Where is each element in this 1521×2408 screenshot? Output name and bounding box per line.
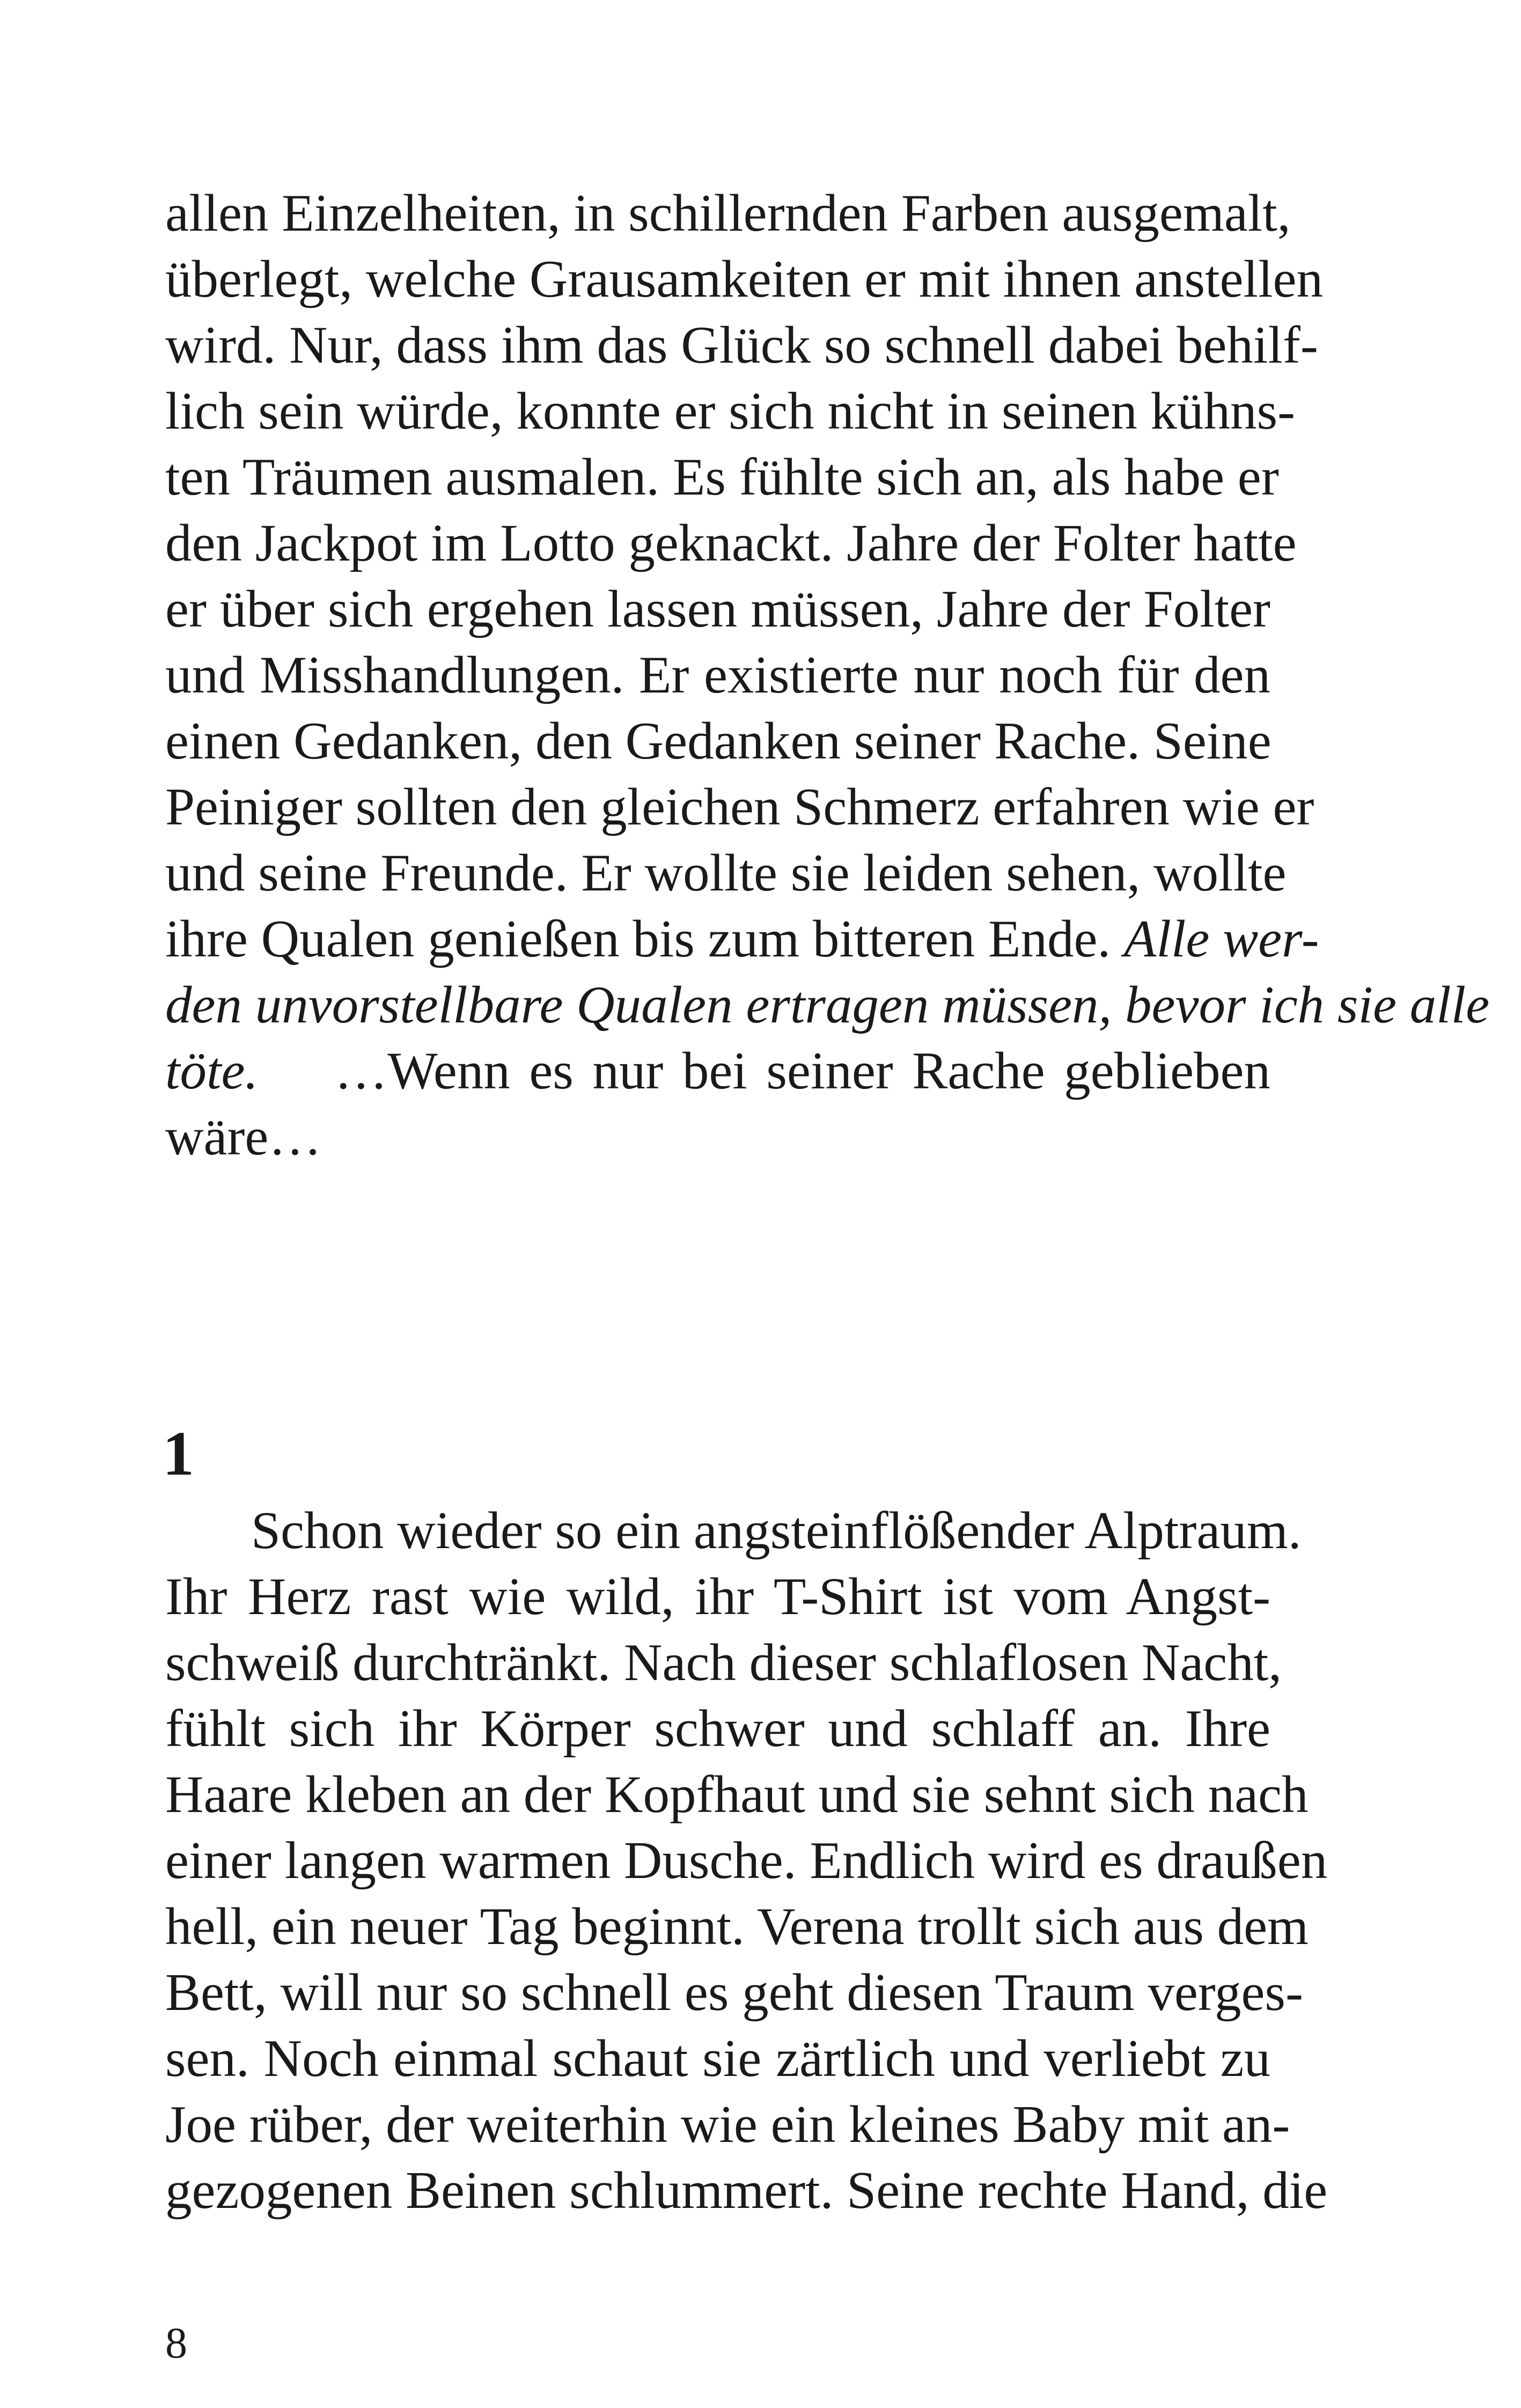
text-line: einer langen warmen Dusche. Endlich wird es draußen (165, 1831, 1328, 1890)
italic-line: den unvorstellbare Qualen ertragen müssen, bevor ich sie alle (165, 976, 1490, 1034)
text-line: Haare kleben an der Kopfhaut und sie sehnt sich nach (165, 1765, 1309, 1824)
text-line: allen Einzelheiten, in schillernden Farben ausgemalt, (165, 184, 1291, 242)
text-line: Bett, will nur so schnell es geht diesen Traum verges- (165, 1963, 1303, 2022)
text-line: Joe rüber, der weiterhin wie ein kleines Baby mit an- (165, 2095, 1290, 2154)
text-line: fühlt sich ihr Körper schwer und schlaff an. Ihre (165, 1699, 1270, 1758)
text-line: und seine Freunde. Er wollte sie leiden sehen, wollte (165, 844, 1287, 902)
chapter-paragraph (165, 1498, 1328, 2223)
text-line: ten Träumen ausmalen. Es fühlte sich an, als habe er (165, 448, 1279, 506)
text-line (165, 1038, 1270, 1104)
chapter-number: 1 (163, 1418, 194, 1489)
text-segment: …Wenn es nur bei seiner Rache geblieben (334, 1042, 1270, 1100)
text-line: gezogenen Beinen schlummert. Seine rechte Hand, die (165, 2161, 1328, 2220)
text-line: wäre… (165, 1108, 322, 1166)
text-line: er über sich ergehen lassen müssen, Jahre der Folter (165, 580, 1270, 638)
text-line: und Misshandlungen. Er existierte nur noch für den (165, 646, 1270, 704)
text-line: Ihr Herz rast wie wild, ihr T-Shirt ist vom Angst- (165, 1567, 1270, 1626)
text-line: überlegt, welche Grausamkeiten er mit ihnen anstellen (165, 250, 1323, 308)
text-line (165, 906, 1319, 972)
text-line: den Jackpot im Lotto geknackt. Jahre der Folter hatte (165, 514, 1297, 572)
text-line: Schon wieder so ein angsteinflößender Alptraum. (251, 1501, 1302, 1560)
text-segment: ihre Qualen genießen bis zum bitteren Ende. (165, 910, 1111, 968)
intro-paragraph (165, 180, 1490, 1170)
text-line: Peiniger sollten den gleichen Schmerz erfahren wie er (165, 778, 1314, 836)
page-number: 8 (165, 2318, 187, 2367)
italic-segment: Alle wer- (1123, 910, 1319, 968)
text-line: schweiß durchtränkt. Nach dieser schlaflosen Nacht, (165, 1633, 1282, 1692)
text-line: wird. Nur, dass ihm das Glück so schnell dabei behilf- (165, 316, 1318, 374)
italic-segment: töte. (165, 1042, 259, 1100)
text-line: hell, ein neuer Tag beginnt. Verena trollt sich aus dem (165, 1897, 1309, 1956)
text-line: einen Gedanken, den Gedanken seiner Rache. Seine (165, 712, 1272, 770)
text-line: lich sein würde, konnte er sich nicht in seinen kühns- (165, 382, 1296, 440)
text-line: sen. Noch einmal schaut sie zärtlich und verliebt zu (165, 2029, 1270, 2088)
